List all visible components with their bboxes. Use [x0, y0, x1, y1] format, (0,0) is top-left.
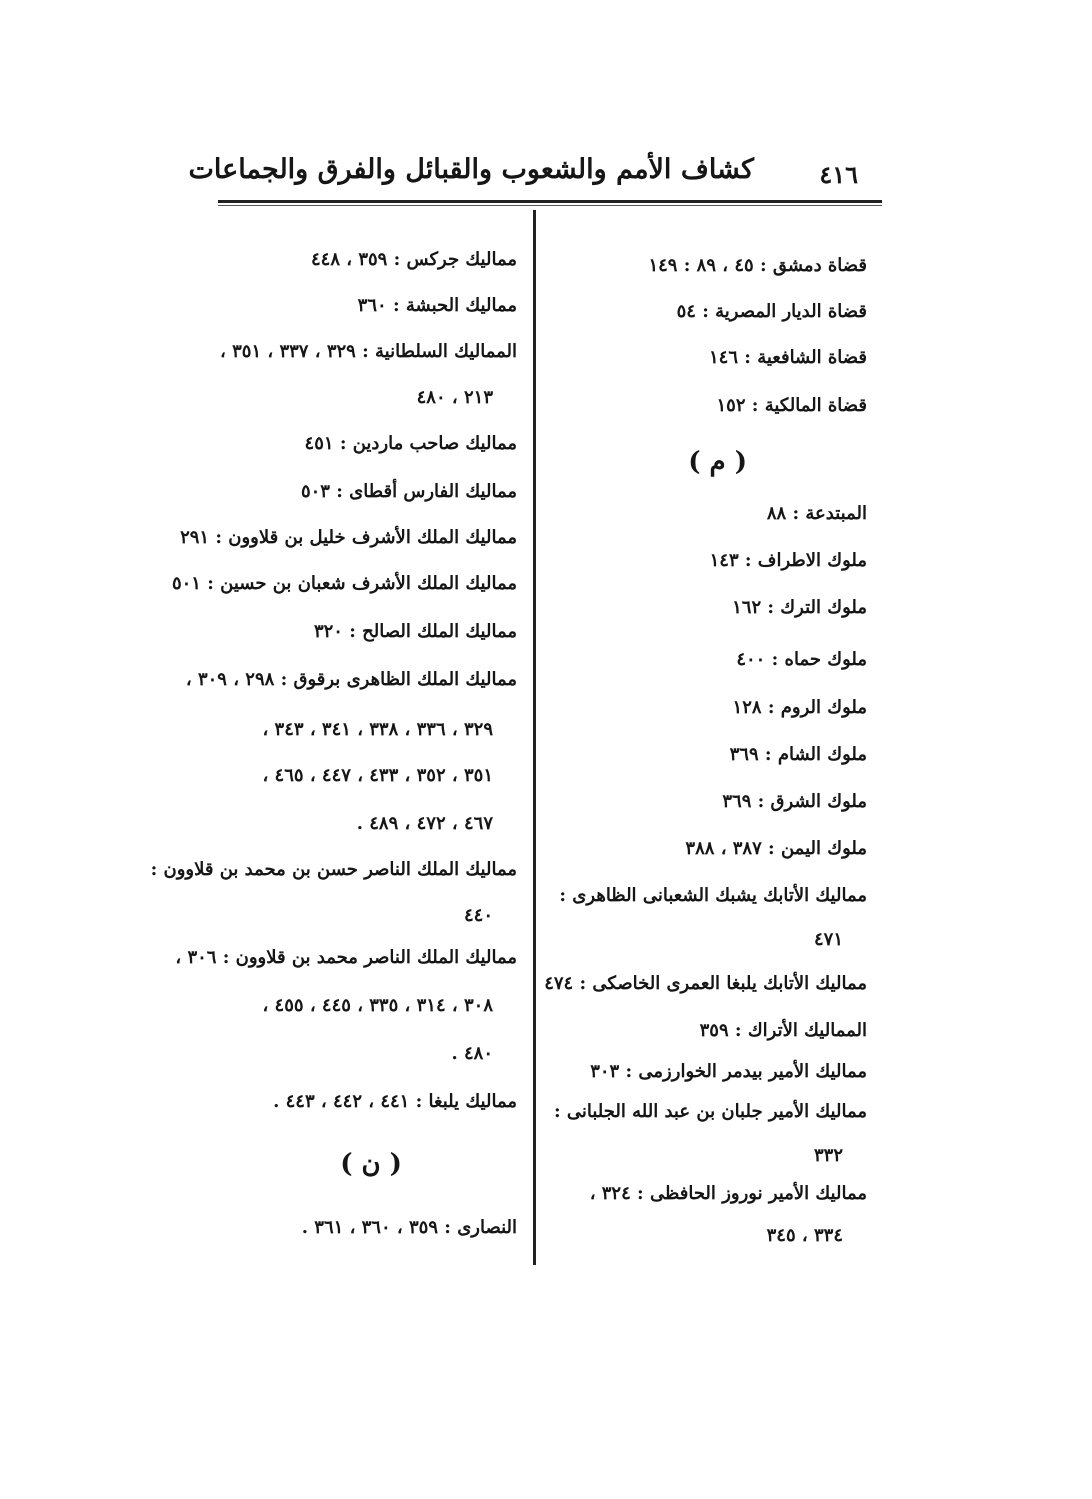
section-letter: ( ن )	[340, 1149, 402, 1179]
index-entry-continuation: ٣٠٨ ، ٣١٤ ، ٣٣٥ ، ٤٤٥ ، ٤٥٥ ،	[262, 995, 493, 1016]
index-entry: مماليك الأتابك يشبك الشعبانى الظاهرى :	[559, 885, 867, 906]
index-entry: ملوك الشرق : ٣٦٩	[722, 791, 867, 812]
index-entry: مماليك الحبشة : ٣٦٠	[357, 295, 517, 316]
index-entry: المبتدعة : ٨٨	[766, 503, 867, 524]
index-entry: مماليك الملك الظاهرى برقوق : ٢٩٨ ، ٣٠٩ ،	[185, 669, 517, 690]
index-entry: ملوك الترك : ١٦٢	[732, 597, 867, 618]
index-entry: قضاة المالكية : ١٥٢	[716, 395, 867, 416]
index-entry: مماليك الأتابك يلبغا العمرى الخاصكى : ٤٧٤	[544, 973, 867, 994]
index-entry: مماليك الملك الناصر حسن بن محمد بن قلاوون :	[150, 859, 517, 880]
index-entry: المماليك السلطانية : ٣٢٩ ، ٣٣٧ ، ٣٥١ ،	[220, 341, 517, 362]
index-entry-continuation: ٢١٣ ، ٤٨٠	[416, 387, 493, 408]
index-entry: مماليك جركس : ٣٥٩ ، ٤٤٨	[310, 249, 517, 270]
index-entry: مماليك الملك الأشرف خليل بن قلاوون : ٢٩١	[180, 527, 517, 548]
index-entry: مماليك الملك الناصر محمد بن قلاوون : ٣٠٦ ،	[175, 947, 517, 968]
section-letter: ( م )	[688, 447, 747, 477]
index-entry-continuation: ٣٥١ ، ٣٥٢ ، ٤٣٣ ، ٤٤٧ ، ٤٦٥ ،	[262, 765, 493, 786]
index-entry: مماليك الملك الصالح : ٣٢٠	[313, 621, 517, 642]
index-entry: ملوك الروم : ١٢٨	[732, 697, 867, 718]
index-entry-continuation: ٤٧١	[813, 929, 843, 950]
running-title: كشاف الأمم والشعوب والقبائل والفرق والجماعات	[188, 154, 754, 185]
index-entry: مماليك الأمير جلبان بن عبد الله الجلبانى :	[553, 1101, 867, 1122]
index-entry: ملوك الشام : ٣٦٩	[729, 744, 867, 765]
index-entry: قضاة الديار المصرية : ٥٤	[676, 301, 867, 322]
index-entry-continuation: ٤٤٠	[463, 905, 493, 926]
index-entry: قضاة الشافعية : ١٤٦	[709, 347, 867, 368]
header-rule	[218, 200, 882, 206]
index-entry: النصارى : ٣٥٩ ، ٣٦٠ ، ٣٦١ .	[301, 1217, 517, 1238]
column-divider	[533, 210, 536, 1265]
index-entry-continuation: ٣٣٢	[813, 1145, 843, 1166]
index-entry-continuation: ٤٦٧ ، ٤٧٢ ، ٤٨٩ .	[356, 813, 493, 834]
index-entry: قضاة دمشق : ٤٥ ، ٨٩ : ١٤٩	[648, 255, 867, 276]
index-entry-continuation: ٣٢٩ ، ٣٣٦ ، ٣٣٨ ، ٣٤١ ، ٣٤٣ ،	[262, 719, 493, 740]
index-entry: ملوك حماه : ٤٠٠	[736, 649, 867, 670]
index-entry: مماليك صاحب ماردين : ٤٥١	[304, 433, 517, 454]
index-entry: مماليك الأمير نوروز الحافظى : ٣٢٤ ،	[589, 1183, 867, 1204]
index-entry: ملوك اليمن : ٣٨٧ ، ٣٨٨	[685, 838, 867, 859]
index-entry: مماليك الأمير بيدمر الخوارزمى : ٣٠٣	[590, 1061, 867, 1082]
page-number: ٤١٦	[819, 160, 858, 189]
index-entry: المماليك الأتراك : ٣٥٩	[699, 1020, 867, 1041]
index-entry: مماليك يلبغا : ٤٤١ ، ٤٤٢ ، ٤٤٣ .	[273, 1091, 517, 1112]
index-entry: مماليك الفارس أقطاى : ٥٠٣	[300, 481, 517, 502]
page-header	[188, 148, 882, 196]
index-entry: ملوك الاطراف : ١٤٣	[709, 550, 867, 571]
index-entry: مماليك الملك الأشرف شعبان بن حسين : ٥٠١	[171, 573, 517, 594]
index-entry-continuation: ٤٨٠ .	[451, 1043, 493, 1064]
index-entry-continuation: ٣٣٤ ، ٣٤٥	[766, 1225, 843, 1246]
